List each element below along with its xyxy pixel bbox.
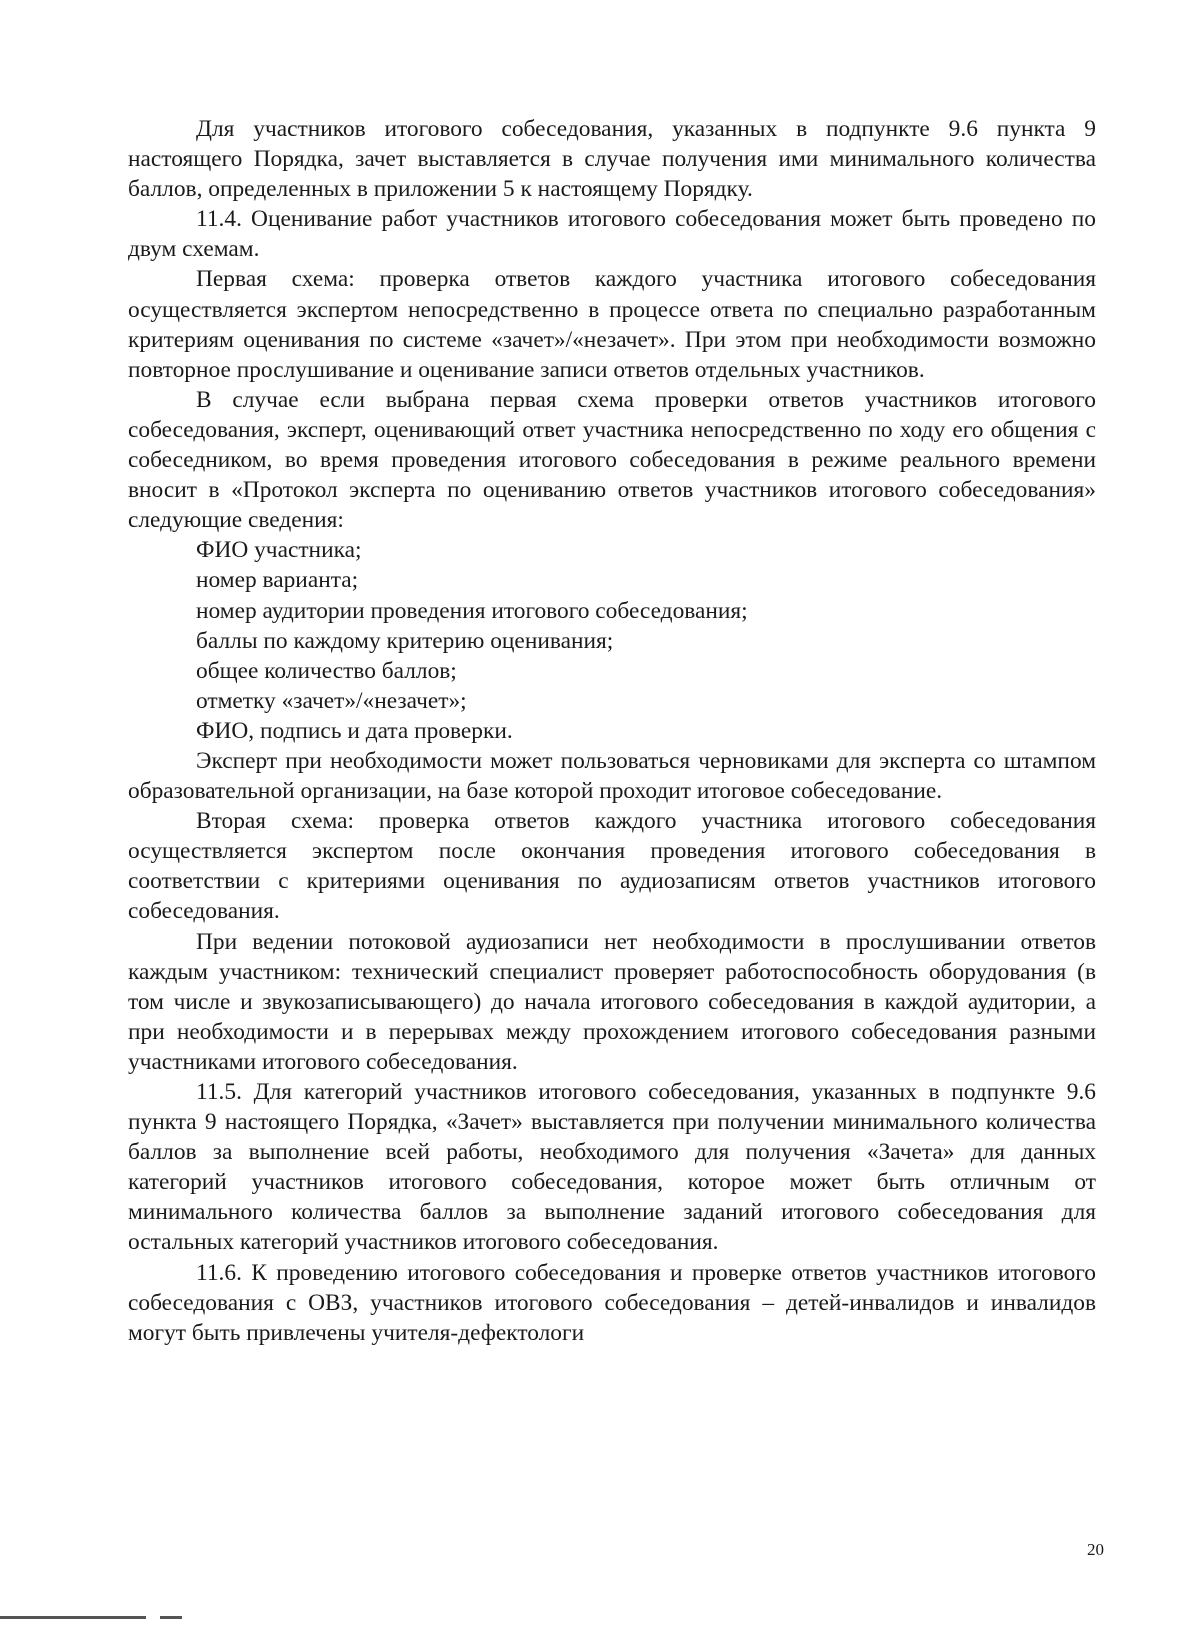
paragraph-1: Для участников итогового собеседования, указанных в подпункте 9.6 пункта 9 настоящего Порядка, зачет выставляется в случае получения ими минимального количества баллов, определенных в приложении 5 к настоящему Порядку. xyxy=(128,116,1096,203)
list-item: баллы по каждому критерию оценивания; xyxy=(196,627,614,654)
paragraph-11-4: 11.4. Оценивание работ участников итогового собеседования может быть проведено по двум схемам. xyxy=(128,206,1096,263)
list-item: ФИО, подпись и дата проверки. xyxy=(196,717,513,744)
list-item: номер варианта; xyxy=(196,567,359,594)
paragraph-11-6: 11.6. К проведению итогового собеседования и проверке ответов участников итогового собеседования с ОВЗ, участников итогового собеседования – детей-инвалидов и инвалидов могут быть привлечены учителя-дефектологи xyxy=(128,1259,1096,1346)
list-item: ФИО участника; xyxy=(196,537,362,564)
paragraph-first-scheme: Первая схема: проверка ответов каждого участника итогового собеседования осуществляется экспертом непосредственно в процессе ответа по специально разработанным критериям оценивания по системе «зачет»/«незачет». При этом при необходимости возможно повторное прослушивание и оценивание записи ответов отдельных участников. xyxy=(128,266,1096,383)
list-item: общее количество баллов; xyxy=(196,657,457,684)
list-item: номер аудитории проведения итогового собеседования; xyxy=(196,597,748,624)
paragraph-audio-recording: При ведении потоковой аудиозаписи нет необходимости в прослушивании ответов каждым участником: технический специалист проверяет работоспособность оборудования (в том числе и звукозаписывающего) до начала итогового собеседования в каждой аудитории, а при необходимости и в перерывах между прохождением итогового собеседования разными участниками итогового собеседования. xyxy=(128,928,1096,1075)
paragraph-11-5: 11.5. Для категорий участников итогового собеседования, указанных в подпункте 9.6 пункта 9 настоящего Порядка, «Зачет» выставляется при получении минимального количества баллов за выполнение всей работы, необходимого для получения «Зачета» для данных категорий участников итогового собеседования, которое может быть отличным от минимального количества баллов за выполнение заданий итогового собеседования для остальных категорий участников итогового собеседования. xyxy=(128,1079,1096,1256)
paragraph-first-scheme-details: В случае если выбрана первая схема проверки ответов участников итогового собеседования, эксперт, оценивающий ответ участника непосредственно по ходу его общения с собеседником, во время проведения итогового собеседования в режиме реального времени вносит в «Протокол эксперта по оцениванию ответов участников итогового собеседования» следующие сведения: xyxy=(128,386,1096,534)
paragraph-drafts: Эксперт при необходимости может пользоваться черновиками для эксперта со штампом образовательной организации, на базе которой проходит итоговое собеседование. xyxy=(128,747,1096,805)
paragraph-second-scheme: Вторая схема: проверка ответов каждого участника итогового собеседования осуществляется экспертом после окончания проведения итогового собеседования в соответствии с критериями оценивания по аудиозаписям ответов участников итогового собеседования. xyxy=(128,808,1096,925)
scan-artifact-line xyxy=(160,1616,182,1619)
scan-artifact-line xyxy=(0,1616,146,1619)
document-body xyxy=(128,114,1096,1348)
list-item: отметку «зачет»/«незачет»; xyxy=(196,687,467,714)
page-number: 20 xyxy=(1087,1540,1104,1559)
